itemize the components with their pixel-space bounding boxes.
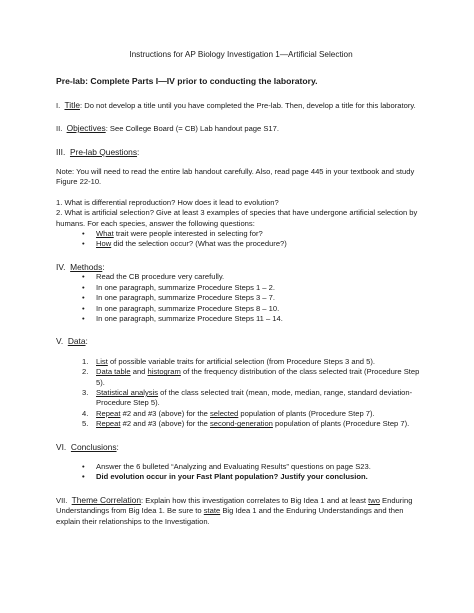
section-body: : See College Board (= CB) Lab handout page S17.	[105, 124, 279, 134]
section-body: : Do not develop a title until you have completed the Pre-lab. Then, develop a title for this laboratory.	[79, 100, 416, 110]
section-label: Title	[64, 99, 80, 110]
list-item	[82, 408, 426, 419]
item-number: 2.	[82, 367, 89, 377]
underlined-word: selected	[210, 408, 239, 418]
conclusions-list	[56, 462, 426, 483]
underlined-word: state	[203, 506, 221, 516]
section-data	[56, 336, 426, 429]
underlined-word: histogram	[147, 367, 181, 377]
methods-list	[56, 272, 426, 324]
section-number: I.	[56, 100, 61, 110]
list-item	[82, 387, 426, 409]
underlined-word: Statistical analysis	[96, 387, 159, 397]
data-list	[56, 357, 426, 430]
section-conclusions	[56, 442, 426, 483]
list-item: • Answer the 6 bulleted “Analyzing and Evaluating Results” questions on page S23.	[96, 462, 426, 472]
section-colon: :	[116, 441, 119, 452]
item-number: 4.	[82, 408, 89, 418]
item-text: Enduring Understandings from Big Idea 1. Be sure to	[56, 495, 413, 516]
section-label: Conclusions	[70, 441, 117, 452]
prelab-heading: Pre-lab: Complete Parts I—IV prior to conducting the laboratory.	[56, 76, 318, 87]
item-text: of possible variable traits for artificial selection (from Procedure Steps 3 and 5).	[107, 356, 375, 366]
prelab-note: Note: You will need to read the entire lab handout carefully. Also, read page 445 in your textbook and study Figure 22-10.	[56, 167, 415, 187]
section-title-text	[56, 100, 426, 111]
section-label: Data	[67, 336, 86, 347]
item-text: #2 and #3 (above) for the	[120, 419, 210, 429]
underlined-word: Repeat	[96, 419, 121, 429]
prelab-question-2: 2. What is artificial selection? Give at least 3 examples of species that have undergone artificial selection by humans. For each species, answer the following questions:	[56, 208, 418, 228]
section-number: VI.	[56, 441, 67, 452]
section-number: II.	[56, 124, 63, 134]
section-colon: :	[102, 261, 105, 272]
section-prelab-questions	[56, 147, 426, 250]
list-item: • In one paragraph, summarize Procedure Steps 8 – 10.	[96, 304, 426, 314]
list-item: • Did evolution occur in your Fast Plant population? Justify your conclusion.	[96, 472, 426, 482]
underlined-word: List	[96, 356, 108, 366]
section-title	[56, 100, 426, 111]
list-item	[82, 367, 426, 388]
section-colon: :	[137, 146, 140, 157]
item-text: of the frequency distribution of the class selected trait (Procedure Step 5).	[96, 367, 420, 387]
item-number: 5.	[82, 419, 89, 429]
section-heading	[56, 147, 426, 157]
underlined-word: Data table	[96, 367, 131, 377]
list-item	[96, 229, 426, 239]
section-heading	[56, 262, 426, 272]
section-objectives	[56, 123, 426, 134]
section-objectives-text	[56, 123, 426, 134]
underlined-word: second-generation	[210, 419, 273, 429]
item-text: Big Idea 1 and the Enduring Understandings and then explain their relationships to the Investigation.	[56, 506, 404, 526]
underlined-word: Repeat	[96, 408, 121, 418]
section-label: Methods	[70, 261, 103, 272]
item-text: #2 and #3 (above) for the	[120, 408, 210, 418]
item-text: population of plants (Procedure Step 7).	[272, 419, 410, 429]
item-text: did the selection occur? (What was the procedure?)	[111, 239, 287, 249]
section-label: Pre-lab Questions	[69, 146, 138, 157]
item-text: of the class selected trait (mean, mode, median, range, standard deviation-Procedure Step 5).	[96, 387, 413, 408]
item-text: trait were people interested in selecting for?	[113, 229, 263, 239]
item-number: 3.	[82, 387, 89, 397]
list-item: • In one paragraph, summarize Procedure Steps 3 – 7.	[96, 293, 426, 303]
item-text: and	[130, 367, 148, 377]
underlined-word: How	[96, 239, 112, 249]
item-text: population of plants (Procedure Step 7).	[238, 408, 375, 418]
underlined-word: What	[96, 229, 114, 239]
list-item: • In one paragraph, summarize Procedure Steps 1 – 2.	[96, 283, 426, 293]
document-title: Instructions for AP Biology Investigation 1—Artificial Selection	[129, 50, 353, 59]
section-theme-correlation	[56, 495, 426, 527]
item-text: : Explain how this investigation correlates to Big Idea 1 and at least	[141, 495, 369, 505]
item-number: 1.	[82, 356, 89, 366]
section-number: VII.	[56, 495, 68, 505]
section-colon: :	[85, 336, 88, 347]
section-heading	[56, 336, 426, 346]
list-item	[96, 239, 426, 249]
list-item: • Read the CB procedure very carefully.	[96, 272, 426, 282]
section-number: IV.	[56, 261, 66, 272]
prelab-question-bullets	[56, 229, 426, 250]
section-number: III.	[56, 146, 66, 157]
document-page	[56, 50, 426, 539]
section-methods	[56, 262, 426, 324]
section-heading	[56, 442, 426, 452]
underlined-word: two	[368, 495, 380, 505]
section-number: V.	[56, 336, 64, 347]
section-label: Objectives	[66, 123, 106, 134]
list-item	[82, 356, 426, 367]
list-item	[82, 419, 426, 429]
list-item: • In one paragraph, summarize Procedure Steps 11 – 14.	[96, 314, 426, 324]
section-label: Theme Correlation	[71, 494, 141, 505]
prelab-question-1: 1. What is differential reproduction? How does it lead to evolution?	[56, 197, 279, 207]
theme-correlation-text	[56, 495, 426, 527]
